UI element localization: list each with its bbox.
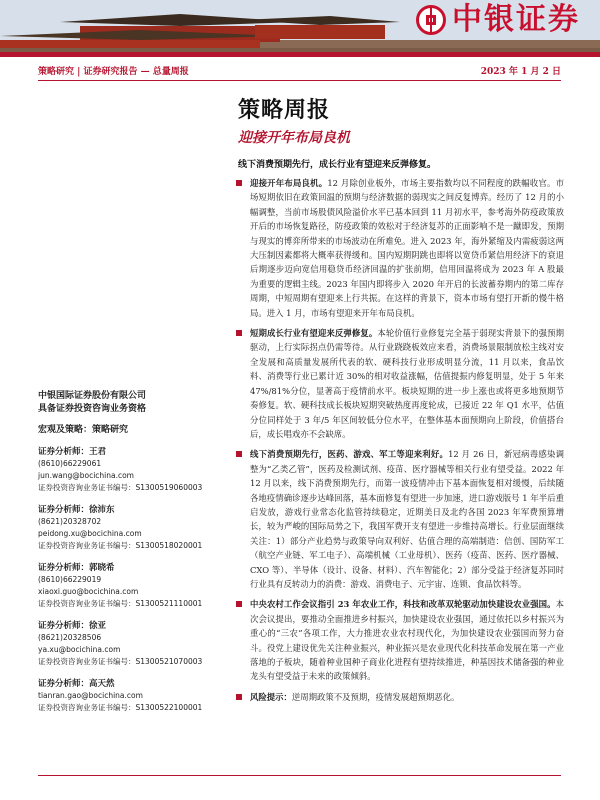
bullet-square-icon xyxy=(236,330,242,336)
report-summary: 线下消费预期先行，成长行业有望迎来反弹修复。 xyxy=(238,160,437,170)
bullet-square-icon xyxy=(236,694,242,700)
analyst-name: 证券分析师：王君 xyxy=(38,447,107,457)
brand-name: 中银证券 xyxy=(452,2,580,37)
analyst-email[interactable]: jun.wang@bocichina.com xyxy=(38,471,134,480)
analyst-email[interactable]: tianran.gao@bocichina.com xyxy=(38,691,143,700)
key-point-lead: 短期成长行业有望迎来反弹修复。 xyxy=(250,328,378,339)
analyst-license: 证券投资咨询业务证书编号：S1300522100001 xyxy=(38,703,203,712)
analyst-license: 证券投资咨询业务证书编号：S1300521110001 xyxy=(38,599,203,608)
analyst-phone: (8621)20328506 xyxy=(38,633,102,642)
analyst-block xyxy=(38,562,223,610)
key-point xyxy=(234,326,564,441)
analyst-license: 证券投资咨询业务证书编号：S1300518020001 xyxy=(38,541,203,550)
analyst-license: 证券投资咨询业务证书编号：S1300521070003 xyxy=(38,657,203,666)
key-point xyxy=(234,176,564,320)
analyst-name: 证券分析师：郭晓希 xyxy=(38,563,115,573)
analyst-name: 证券分析师：高天然 xyxy=(38,679,115,689)
analyst-block xyxy=(38,620,223,668)
key-point-lead: 迎接开年布局良机。 xyxy=(250,178,328,188)
key-point xyxy=(234,447,564,591)
analyst-email[interactable]: xiaoxi.guo@bocichina.com xyxy=(38,587,139,596)
report-date: 2023 年 1 月 2 日 xyxy=(480,67,561,77)
analyst-block xyxy=(38,678,223,714)
bullet-square-icon xyxy=(236,451,242,457)
analyst-phone: (8621)20328702 xyxy=(38,517,102,526)
page-subtitle: 迎接开年布局良机 xyxy=(238,130,350,146)
key-point-text: 本次会议提出，要推动全面推进乡村振兴，加快建设农业强国，通过依托以乡村振兴为重心的“三农”各项工作，大力推进农业农村现代化，为加快建设农业强国而努力奋斗。役党上建设优先关注种业振兴，种业振兴是农业现代化科技革命发展在第一产业落地的子板块，随着种业国种子商业化进程有望持续推进，种基因技术储备强的种业龙头有望受益于未来的政策倾斜。 xyxy=(250,599,564,682)
research-section: 宏观及策略：策略研究 xyxy=(38,425,129,435)
analyst-license: 证券投资咨询业务证书编号：S1300519060003 xyxy=(38,483,203,492)
analyst-phone: (8610)66229061 xyxy=(38,459,102,468)
key-point-text: 逆周期政策不及预期，疫情发展超预期恶化。 xyxy=(291,691,460,702)
header-banner xyxy=(0,0,600,57)
key-point-text: 12 月除创业板外，市场主要指数均以不同程度的跌幅收官。市场短期依旧在政策回温的预期与经济数据的弱现实之间反复博弈。经历了 12 月的小幅调整，当前市场股债风险溢价水平已基本回到 11 月初水平，参考海外防疫政策放开后的市场恢复路径，防疫政策的效松对于经济复苏的正面影响不是一蹴即发，预期与现实的博弈所带来的市场波动在所难免。进入 2023 年，海外紧缩及内需疲弱这两大压制因素都将大概率获得缓和。国内短期阴跳也即将以宽贷币紧信用经济下的衰退后期逐步迈向宽信用稳贷币经济回温的扩张前期，信用回温将成为 2023 年 A 股最为重要的逻辑主线。2023 年国内即将步入 2020 年开启的长波蓄券期内的第二库存周期，中短周期有望迎来上行共振。在这样的背景下，资本市场有望打开新的慢牛格局。进入 1 月，市场有望迎来开年布局良机。 xyxy=(250,178,565,318)
key-point-lead: 线下消费预期先行，医药、游戏、军工等迎来利好。 xyxy=(250,449,449,460)
key-point-text: 本轮价值行业修复完全基于弱现实背景下的强预期驱动，上行实际拐点仍需等待。从行业跷跷板效应来看，消费场景限制放松主线对安全发展和高质量发展所代表的软、硬科技行业形成明显分流，11 月以来，食品饮料、消费等行业已累计近 30%的相对收益涨幅，估值提振内修复明显，处于 5 年来 47%/81%分位，显著高于疫情前水平。板块短期的进一步上涨也或将更多地预期节奏修复。软、硬科技成长板块短期突破热度再度轮成，已接近 22 年 Q1 水平，估值分位同样处于 3 年/5 年区间较低分位水平，在整体基本面预期向上阶段，价值搭台后，成长唱戏亦不会缺席。 xyxy=(250,328,564,439)
org-qualification: 具备证券投资咨询业务资格 xyxy=(38,404,147,414)
analyst-name: 证券分析师：徐亚 xyxy=(38,621,107,631)
footer-divider xyxy=(38,775,561,776)
analyst-name: 证券分析师：徐沛东 xyxy=(38,505,115,515)
key-point-lead: 风险提示： xyxy=(250,691,292,702)
report-header xyxy=(38,64,561,78)
bullet-square-icon xyxy=(236,601,242,607)
author-sidebar xyxy=(38,390,223,714)
analyst-phone: (8610)66229019 xyxy=(38,575,102,584)
page-title: 策略周报 xyxy=(238,98,331,123)
key-point xyxy=(234,690,564,704)
analyst-email[interactable]: peidong.xu@bocichina.com xyxy=(38,529,142,538)
org-name: 中银国际证券股份有限公司 xyxy=(38,391,147,401)
analyst-block xyxy=(38,504,223,552)
brand-logo xyxy=(416,4,580,36)
key-points xyxy=(234,176,564,710)
bullet-square-icon xyxy=(236,180,242,186)
key-point xyxy=(234,597,564,683)
key-point-text: 12 月 26 日，新冠病毒感染调整为“乙类乙管”，医药及检测试剂、疫苗、医疗器械等相关行业有望受益。2022 年 12 月以来，线下消费预期先行，而第一波疫情冲击下基本面恢复相对缓慢，后续随各地疫情确诊逐步达峰回落，基本面修复有望进一步加速，进口游戏版号 1 年半后重启发放，游戏行业常态化监管持续稳定，近期美日及北约各国 2023 年军费预算增长，较为严峻的国际局势之下，我国军费开支有望进一步维持高增长。行业层面继续关注：1）部分产业趋势与政策导向双利好、估值合理的高端制造：信创、国防军工（航空产业链、军工电子）、高端机械（工业母机）、医药（疫苗、医药、医疗器械、CXO 等）、半导体（设计、设备、材料）、汽车智能化；2）部分受益于经济复苏同时行业具有反转动力的消费：游戏、消费电子、元宇宙、连锁、食品饮料等。 xyxy=(250,449,564,589)
report-category: 策略研究 | 证券研究报告 — 总量周报 xyxy=(38,67,189,77)
analyst-email[interactable]: ya.xu@bocichina.com xyxy=(38,645,121,654)
analyst-block xyxy=(38,446,223,494)
bank-of-china-icon xyxy=(416,5,446,35)
header-divider xyxy=(38,80,561,81)
key-point-lead: 中央农村工作会议指引 23 年农业工作，科技和改革双轮驱动加快建设农业强国。 xyxy=(250,599,556,610)
